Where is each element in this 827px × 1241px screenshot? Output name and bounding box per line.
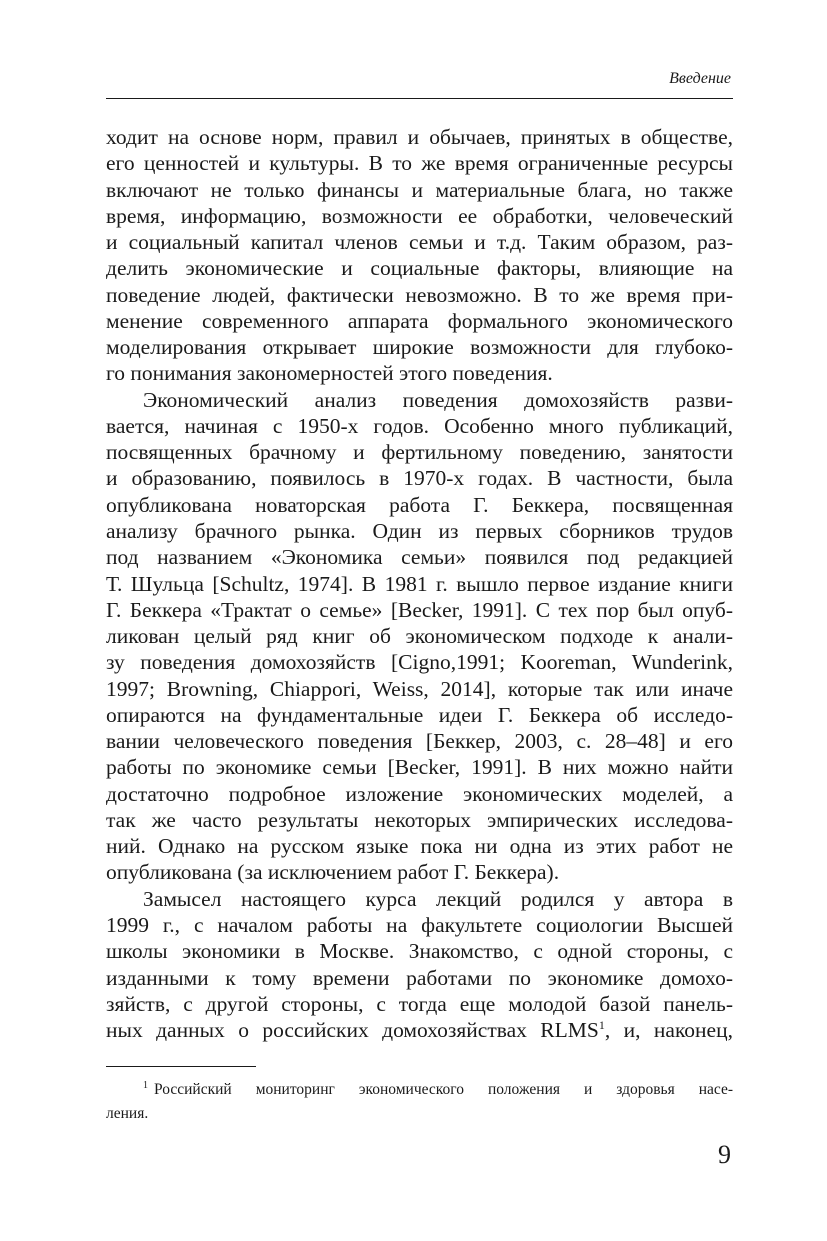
text-line: изданными к тому времени работами по экономике домохо-	[106, 965, 733, 990]
footnote-line: ления.	[106, 1105, 149, 1122]
text-line: время, информацию, возможности ее обработки, человеческий	[106, 203, 733, 228]
text-line: его ценностей и культуры. В то же время ограниченные ресурсы	[106, 151, 733, 176]
text-line: школы экономики в Москве. Знакомство, с одной стороны, с	[106, 939, 733, 964]
text-line: Г. Беккера «Трактат о семье» [Becker, 1991]. С тех пор был опуб-	[106, 597, 733, 622]
footnote	[106, 1078, 733, 1126]
text-fragment: , и, наконец,	[604, 1018, 733, 1043]
text-line: опубликована новаторская работа Г. Беккера, посвященная	[106, 492, 733, 517]
text-line: поведение людей, фактически невозможно. В то же время при-	[106, 282, 733, 307]
text-line: менение современного аппарата формального экономического	[106, 308, 733, 333]
paragraph-start-line: Замысел настоящего курса лекций родился у автора в	[143, 886, 733, 911]
paragraph-start-line: Экономический анализ поведения домохозяйств разви-	[143, 387, 733, 412]
text-line: ликован целый ряд книг об экономическом подходе к анали-	[106, 624, 733, 649]
text-line: ходит на основе норм, правил и обычаев, принятых в обществе,	[106, 125, 733, 149]
text-line: включают не только финансы и материальные блага, но также	[106, 177, 733, 202]
text-line: зяйств, с другой стороны, с тогда еще молодой базой панель-	[106, 991, 733, 1016]
text-line: посвященных брачному и фертильному поведению, занятости	[106, 440, 733, 465]
text-line: так же часто результаты некоторых эмпирических исследова-	[106, 807, 733, 832]
footnote-rule	[106, 1066, 256, 1067]
text-line: опубликована (за исключением работ Г. Беккера).	[106, 860, 560, 885]
text-line: моделирования открывает широкие возможности для глубоко-	[106, 335, 733, 360]
footnote-mark: 1	[143, 1079, 148, 1091]
text-line: достаточно подробное изложение экономических моделей, а	[106, 781, 733, 806]
text-line: работы по экономике семьи [Becker, 1991]. В них можно найти	[106, 755, 733, 780]
footnote-text: Российский мониторинг экономического положения и здоровья насе-	[154, 1081, 733, 1098]
text-line: и социальный капитал членов семьи и т.д. Таким образом, раз-	[106, 230, 733, 255]
footnote-reference[interactable]: 1	[598, 1017, 605, 1032]
text-line: под названием «Экономика семьи» появился под редакцией	[106, 545, 733, 570]
header-rule	[106, 98, 733, 99]
text-line: зу поведения домохозяйств [Cigno,1991; Kooreman, Wunderink,	[106, 650, 733, 675]
text-line: 1997; Browning, Chiappori, Weiss, 2014], которые так или иначе	[106, 676, 733, 701]
text-line: Т. Шульца [Schultz, 1974]. В 1981 г. вышло первое издание книги	[106, 571, 733, 596]
text-line: 1999 г., с началом работы на факультете социологии Высшей	[106, 912, 733, 937]
text-line: опираются на фундаментальные идеи Г. Беккера об исследо-	[106, 702, 733, 727]
running-header: Введение	[669, 70, 731, 87]
text-line: вается, начиная с 1950-х годов. Особенно много публикаций,	[106, 413, 733, 438]
text-line: анализу брачного рынка. Один из первых сборников трудов	[106, 518, 733, 543]
text-line: и образованию, появилось в 1970-х годах. В частности, была	[106, 466, 733, 491]
text-line	[106, 1017, 733, 1043]
text-line: вании человеческого поведения [Беккер, 2003, с. 28–48] и его	[106, 729, 733, 754]
footnote-line	[106, 1078, 733, 1102]
page-number: 9	[718, 1140, 731, 1169]
text-fragment: ных данных о российских домохозяйствах RLMS	[106, 1018, 599, 1043]
text-line: го понимания закономерностей этого поведения.	[106, 361, 553, 386]
body-text	[106, 124, 733, 1043]
text-line: делить экономические и социальные факторы, влияющие на	[106, 256, 733, 281]
text-line: ний. Однако на русском языке пока ни одна из этих работ не	[106, 834, 733, 859]
